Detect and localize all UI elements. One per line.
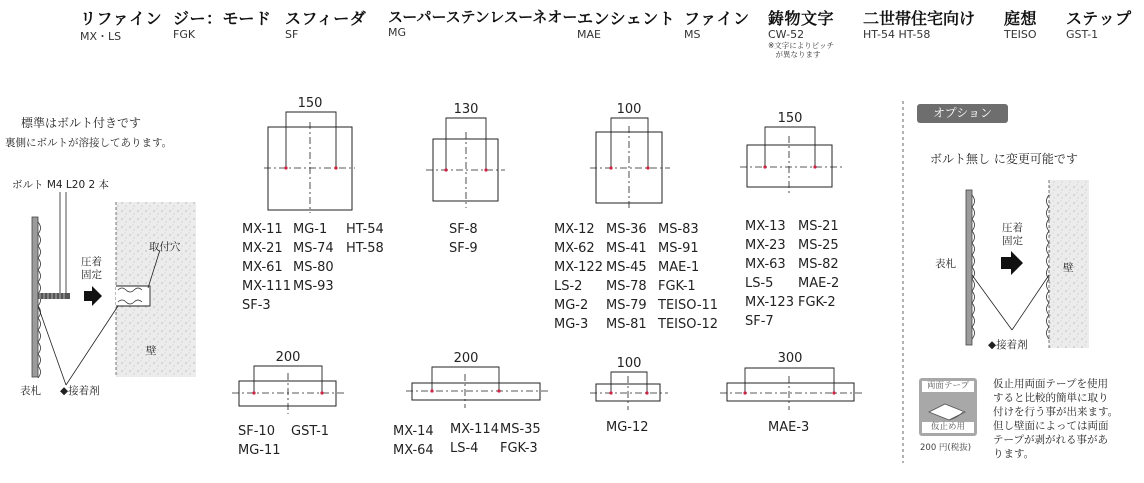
model-code: MX-114 (450, 422, 499, 437)
model-list-p7 (606, 418, 649, 437)
series-name: スフィーダ (285, 9, 367, 28)
desc-line: 付けを行う事が出来ます。 (993, 406, 1119, 418)
desc-line: テープが剥がれる事があ (993, 434, 1108, 446)
model-list-p4-col1 (745, 217, 794, 331)
model-list-p3-col2 (606, 220, 647, 334)
model-list-p4-col2 (798, 217, 839, 312)
series-name: スーパーステンレスーネオー (388, 8, 578, 26)
standard-subtitle: 裏側にボルトが溶接してあります。 (5, 137, 173, 149)
series-name: 鋳物文字 (768, 9, 835, 28)
model-code: MS-81 (606, 317, 647, 332)
model-code: MX-21 (242, 241, 283, 256)
desc-line: 仮止用両面テープを使用 (993, 378, 1108, 390)
series-name: ジー：モード (173, 9, 272, 28)
pattern-150-square (264, 112, 355, 213)
plate-label: 表札 (20, 385, 41, 397)
bolt-label: ボルト M4 L20 2 本 (12, 179, 109, 191)
model-code: GST-1 (291, 424, 330, 439)
model-code: MS-36 (606, 222, 647, 237)
model-code: MS-25 (798, 238, 839, 253)
bolt-shaft (38, 293, 70, 299)
model-code: FGK-2 (798, 295, 836, 310)
series-code: MG (388, 26, 407, 39)
model-code: MG-12 (606, 420, 649, 435)
option-badge: オプション (917, 104, 1008, 123)
standard-title: 標準はボルト付きです (21, 116, 142, 130)
model-code: MX-13 (745, 219, 786, 234)
dimension-label: 100 (616, 102, 642, 117)
adhesive-label: ◆接着剤 (60, 385, 100, 397)
model-code: MX-64 (393, 443, 434, 458)
model-code: MS-41 (606, 241, 647, 256)
wall-label: 壁 (146, 345, 157, 357)
dimension-label: 150 (777, 111, 803, 126)
model-code: SF-3 (242, 298, 271, 313)
model-code: MS-91 (658, 241, 699, 256)
model-list-p2 (449, 220, 478, 258)
nameplate-side (32, 217, 38, 377)
series-code: SF (285, 28, 299, 41)
nameplate-side-option (966, 190, 972, 345)
model-code: SF-7 (745, 314, 774, 329)
pattern-130-square (426, 118, 505, 208)
series-code: MS (684, 28, 701, 41)
model-code: MG-11 (238, 443, 281, 458)
model-code: MAE-3 (768, 420, 810, 435)
model-list-p5-col2 (291, 422, 329, 441)
pattern-200-bar (232, 366, 345, 414)
series-code: MX・LS (80, 30, 122, 43)
model-code: MS-21 (798, 219, 839, 234)
tape-top-label: 両面テープ (922, 381, 974, 392)
series-code: TEISO (1004, 28, 1037, 41)
model-code: HT-58 (346, 241, 384, 256)
model-list-p8 (768, 418, 809, 437)
dimension-label: 150 (297, 96, 323, 111)
model-code: MG-3 (554, 317, 589, 332)
model-code: SF-8 (449, 222, 478, 237)
model-code: MX-122 (554, 260, 603, 275)
dimension-label: 130 (453, 102, 479, 117)
pattern-150-wide (740, 127, 842, 194)
model-list-p1-col2 (293, 220, 334, 296)
model-code: MX-63 (745, 257, 786, 272)
pattern-300-long (720, 368, 862, 410)
tape-price: 200 円(税抜) (920, 443, 972, 453)
pattern-100-square (590, 118, 670, 210)
option-adhesive-label: ◆接着剤 (988, 339, 1028, 351)
model-code: MS-80 (293, 260, 334, 275)
model-list-p1-col3 (346, 220, 384, 258)
model-code: MS-74 (293, 241, 334, 256)
model-code: MS-83 (658, 222, 699, 237)
series-code: GST-1 (1066, 28, 1099, 41)
model-code: MG-2 (554, 298, 589, 313)
model-list-p6-col2 (450, 420, 499, 458)
dimension-label: 200 (453, 351, 479, 366)
series-code: CW-52 (768, 28, 805, 41)
model-list-p3-col1 (554, 220, 603, 334)
model-code: LS-4 (450, 441, 479, 456)
series-name: エンシェント (577, 9, 676, 28)
model-list-p3-col3 (658, 220, 718, 334)
model-list-p1-col1 (242, 220, 291, 315)
model-code: MX-11 (242, 222, 283, 237)
pattern-200-long (406, 367, 548, 408)
model-list-p5-col1 (238, 422, 281, 460)
model-code: FGK-3 (500, 441, 538, 456)
desc-line: すると比較的簡単に取り (993, 392, 1109, 404)
model-code: MS-45 (606, 260, 647, 275)
desc-line: 但し壁面によっては両面 (993, 420, 1109, 432)
model-list-p6-col1 (393, 422, 434, 460)
series-name: 庭想 (1004, 9, 1038, 28)
model-code: MS-93 (293, 279, 334, 294)
model-code: MAE-1 (658, 260, 700, 275)
model-code: MS-82 (798, 257, 839, 272)
double-sided-tape-icon (919, 378, 977, 436)
model-code: FGK-1 (658, 279, 696, 294)
series-name: ファイン (684, 9, 750, 28)
model-code: SF-10 (238, 424, 275, 439)
series-code: HT-54 HT-58 (863, 28, 931, 41)
model-code: MX-23 (745, 238, 786, 253)
option-press-label: 圧着 固定 (1002, 222, 1023, 247)
series-name: 二世帯住宅向け (863, 9, 976, 28)
model-code: MS-35 (500, 422, 541, 437)
model-code: TEISO-11 (658, 298, 719, 313)
series-name: リファイン (80, 9, 163, 28)
dimension-label: 300 (777, 351, 803, 366)
model-code: MAE-2 (798, 276, 840, 291)
option-text: ボルト無し に変更可能です (930, 152, 1078, 166)
option-description (993, 377, 1118, 461)
hole-label: 取付穴 (149, 241, 181, 253)
option-plate-label: 表札 (935, 258, 956, 270)
model-code: MS-78 (606, 279, 647, 294)
model-code: MS-79 (606, 298, 647, 313)
press-arrow-option (1001, 251, 1023, 275)
model-code: MX-123 (745, 295, 794, 310)
pattern-100-small (590, 372, 668, 410)
model-code: MX-62 (554, 241, 595, 256)
dimension-label: 100 (616, 356, 642, 371)
option-wall-label: 壁 (1063, 262, 1074, 274)
model-code: MG-1 (293, 222, 328, 237)
series-code: MAE (577, 28, 601, 41)
model-code: MX-61 (242, 260, 283, 275)
model-code: SF-9 (449, 241, 478, 256)
model-list-p6-col3 (500, 420, 541, 458)
dimension-label: 200 (275, 350, 301, 365)
desc-line: ります。 (993, 448, 1035, 460)
series-name: ステップ (1066, 9, 1132, 28)
series-note: ※文字によりピッチ が異なります (768, 41, 834, 59)
model-code: TEISO-12 (658, 317, 719, 332)
press-label: 圧着 固定 (81, 256, 102, 281)
model-code: HT-54 (346, 222, 384, 237)
press-arrow (84, 286, 102, 306)
model-code: MX-12 (554, 222, 595, 237)
model-code: LS-5 (745, 276, 774, 291)
model-code: MX-111 (242, 279, 291, 294)
model-code: MX-14 (393, 424, 434, 439)
standard-install-diagram (32, 192, 196, 385)
series-code: FGK (173, 28, 196, 41)
tape-bottom-label: 仮止め用 (922, 422, 974, 433)
model-code: LS-2 (554, 279, 583, 294)
